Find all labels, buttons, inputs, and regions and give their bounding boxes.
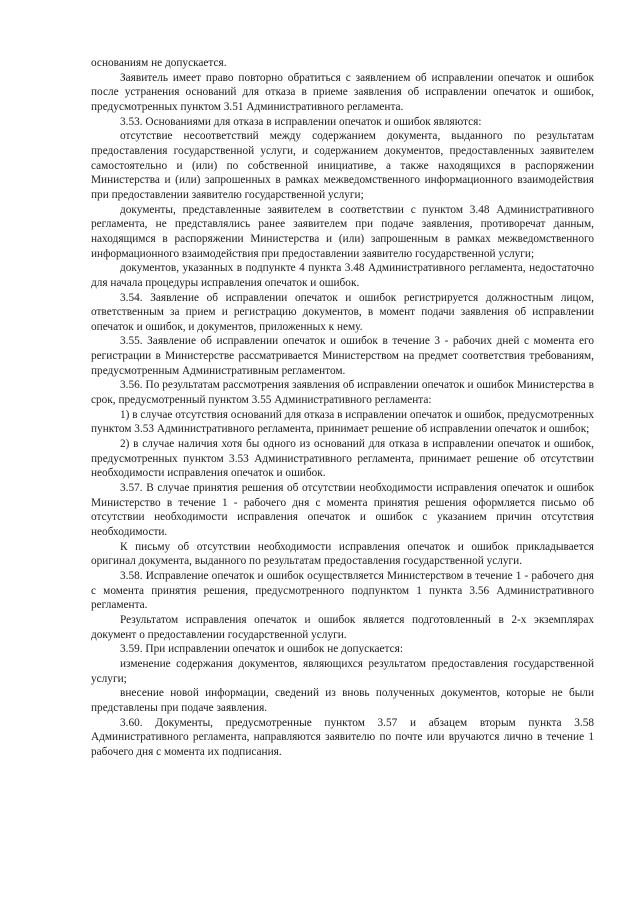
paragraph-3-58: 3.58. Исправление опечаток и ошибок осуществляется Министерством в течение 1 - рабочего дня с момента принятия решения, предусмотренного подпунктом 1 пункта 3.56 Административного регламента.	[91, 569, 594, 612]
paragraph: Заявитель имеет право повторно обратиться с заявлением об исправлении опечаток и ошибок после устранения оснований для отказа в приеме заявления об исправлении опечаток и ошибок, предусмотренных пунктом 3.51 Административного регламента.	[91, 71, 594, 113]
paragraph: внесение новой информации, сведений из вновь полученных документов, которые не были представлены при подаче заявления.	[91, 687, 594, 714]
paragraph: изменение содержания документов, являющихся результатом предоставления государственной услуги;	[91, 657, 594, 685]
paragraph-3-60: 3.60. Документы, предусмотренные пунктом 3.57 и абзацем вторым пункта 3.58 Административного регламента, направляются заявителю по почте или вручаются лично в течение 1 рабочего дня с момента их подписания.	[91, 716, 594, 758]
paragraph-3-57: 3.57. В случае принятия решения об отсутствии необходимости исправления опечаток и ошибок Министерство в течение 1 - рабочего дня с момента принятия решения оформляется письмо об отсутствии необходимости исправления опечаток и ошибок с указанием причин отсутствия необходимости.	[91, 482, 594, 538]
paragraph: отсутствие несоответствий между содержанием документа, выданного по результатам предоставления государственной услуги, и содержанием документов, предоставленных заявителем самостоятельно и (или) по собственной инициативе, а также находящихся в распоряжении Министерства и (или) запрошенных в рамках межведомственного информационного взаимодействия при предоставлении заявителю государственной услуги;	[91, 130, 594, 201]
paragraph-3-53: 3.53. Основаниями для отказа в исправлении опечаток и ошибок являются:	[120, 115, 482, 128]
paragraph-3-59: 3.59. При исправлении опечаток и ошибок не допускается:	[120, 643, 403, 656]
paragraph-continuation: основаниям не допускается.	[91, 57, 227, 69]
paragraph-3-55: 3.55. Заявление об исправлении опечаток и ошибок в течение 3 - рабочих дней с момента его регистрации в Министерстве рассматривается Министерством на предмет соответствия требованиям, предусмотренным Административным регламентом.	[91, 335, 594, 377]
paragraph: документов, указанных в подпункте 4 пункта 3.48 Административного регламента, недостаточно для начала процедуры исправления опечаток и ошибок.	[91, 262, 594, 289]
paragraph-3-56: 3.56. По результатам рассмотрения заявления об исправлении опечаток и ошибок Министерства в срок, предусмотренный пунктом 3.55 Административного регламента:	[91, 379, 594, 407]
paragraph: Результатом исправления опечаток и ошибок является подготовленный в 2-х экземплярах документ о предоставлении государственной услуги.	[91, 613, 594, 641]
list-item-2: 2) в случае наличия хотя бы одного из оснований для отказа в исправлении опечаток и ошибок, предусмотренных пунктом 3.53 Административного регламента, принимает решение об отсутствии необходимости исправления опечаток и ошибок.	[91, 438, 594, 480]
paragraph-3-54: 3.54. Заявление об исправлении опечаток и ошибок регистрируется должностным лицом, ответственным за прием и регистрацию документов, в момент подачи заявления об исправлении опечаток и ошибок, и документов, приложенных к нему.	[91, 291, 594, 333]
paragraph: К письму об отсутствии необходимости исправления опечаток и ошибок прикладывается оригинал документа, выданного по результатам предоставления государственной услуги.	[91, 540, 594, 568]
document-page	[91, 56, 594, 760]
paragraph: документы, представленные заявителем в соответствии с пунктом 3.48 Административного регламента, не представлялись ранее заявителем при подаче заявления, противоречат данным, находящимся в распоряжении Министерства и (или) запрошенным в рамках межведомственного информационного взаимодействия при предоставлении заявителю государственной услуги;	[91, 203, 594, 260]
list-item-1: 1) в случае отсутствия оснований для отказа в исправлении опечаток и ошибок, предусмотренных пунктом 3.53 Административного регламента, принимает решение об исправлении опечаток и ошибок;	[91, 408, 594, 436]
